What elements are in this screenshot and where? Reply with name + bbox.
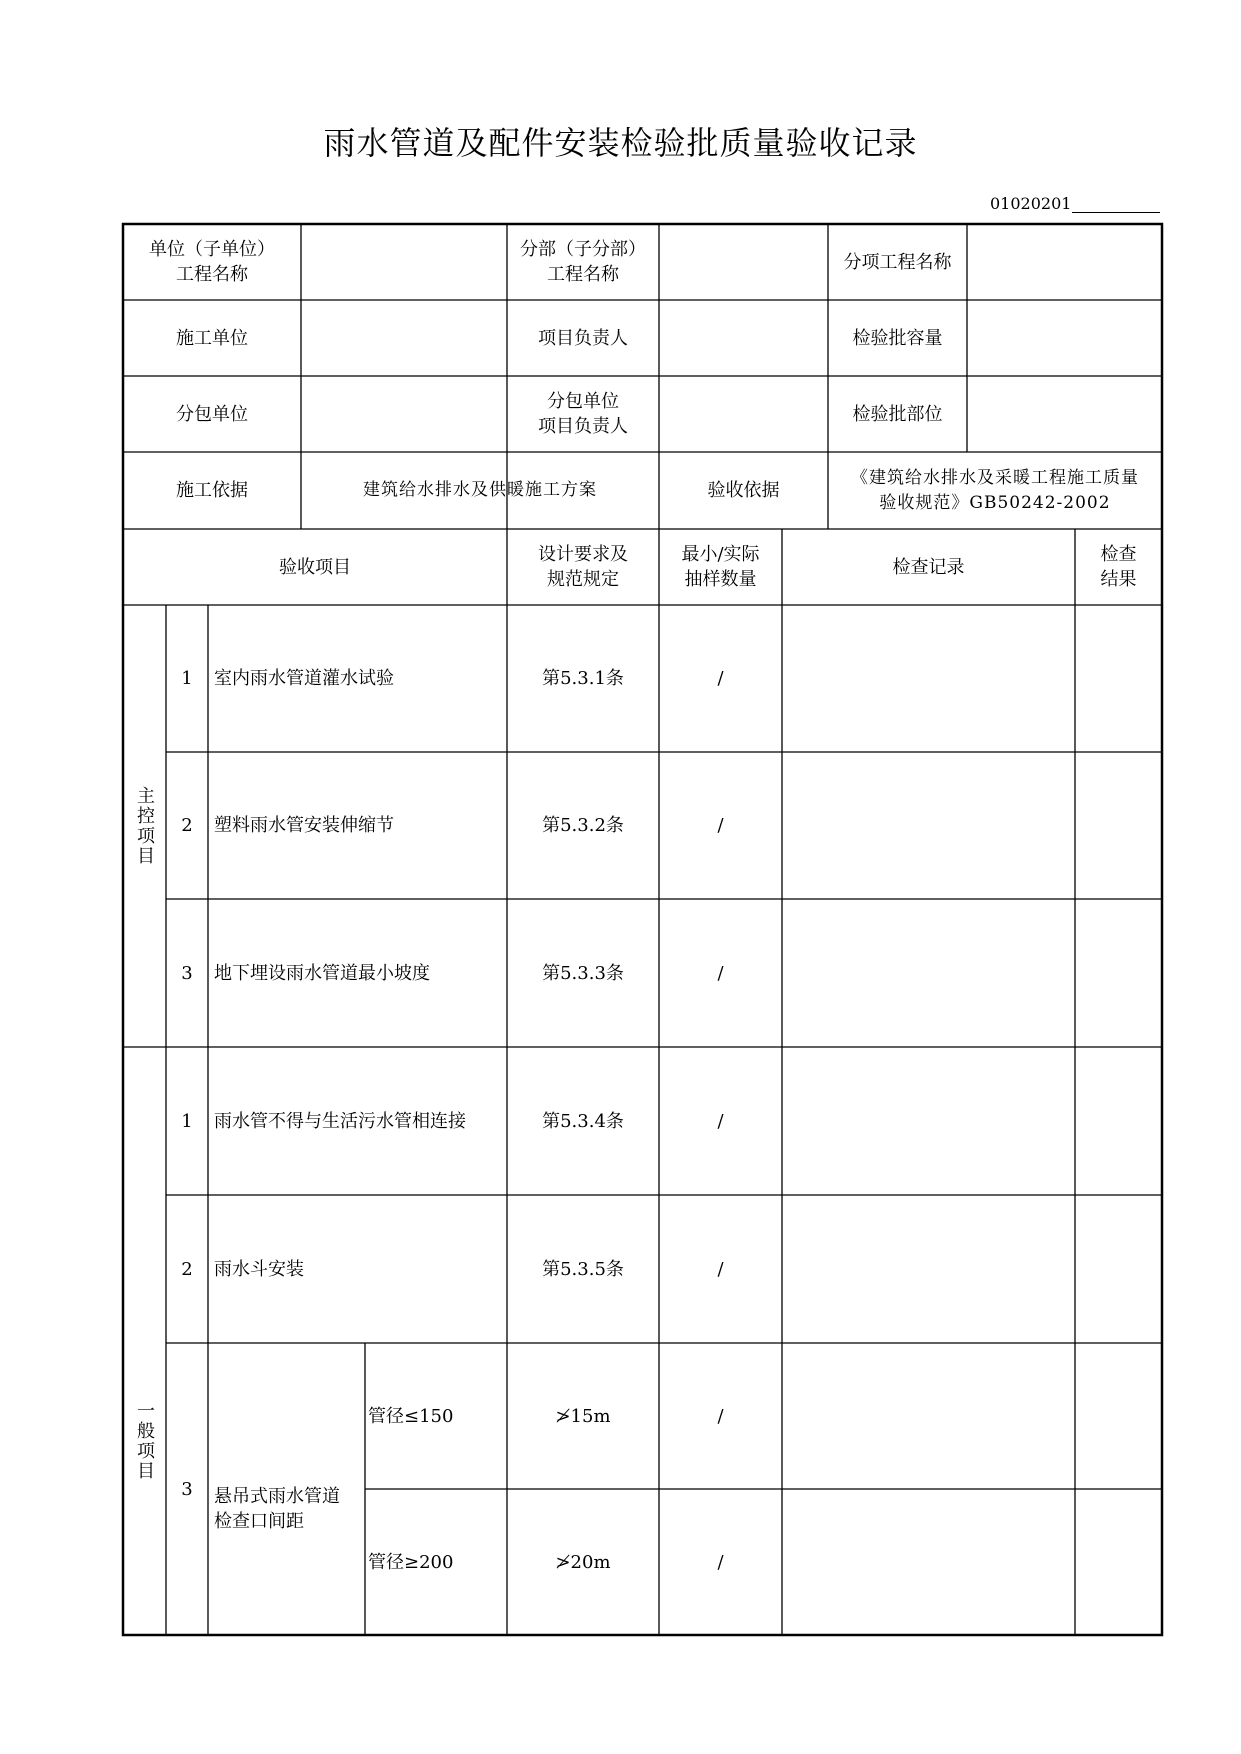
main-item-3-number: 3 <box>181 962 193 984</box>
general-item-3-number: 3 <box>181 1478 193 1500</box>
general-item-1-name: 雨水管不得与生活污水管相连接 <box>214 1110 466 1132</box>
general-item-3-sub-1-name: 管径≤150 <box>368 1405 454 1427</box>
general-item-1-record[interactable] <box>782 1047 1075 1195</box>
construction-basis-value: 建筑给水排水及供暖施工方案 <box>363 480 597 500</box>
column-header-result: 检查 结果 <box>1100 544 1137 590</box>
contractor-input[interactable] <box>301 300 507 376</box>
contractor-label: 施工单位 <box>176 327 248 349</box>
unit-project-label: 单位（子单位） 工程名称 <box>149 239 275 285</box>
general-item-3-name: 悬吊式雨水管道 检查口间距 <box>214 1486 340 1532</box>
batch-location-label: 检验批部位 <box>852 403 943 425</box>
page-title: 雨水管道及配件安装检验批质量验收记录 <box>323 124 918 162</box>
general-item-3-sub-1-sampling[interactable]: / <box>717 1405 724 1427</box>
general-item-2-result[interactable] <box>1075 1195 1162 1343</box>
general-item-1-sampling[interactable]: / <box>717 1110 724 1132</box>
main-item-3-requirement: 第5.3.3条 <box>542 962 624 984</box>
main-item-2-number: 2 <box>181 815 193 836</box>
general-item-3-sub-2-name: 管径≥200 <box>368 1551 454 1573</box>
general-item-3-sub-2-record[interactable] <box>782 1489 1075 1635</box>
main-item-1-sampling[interactable]: / <box>717 668 724 689</box>
general-item-1-number: 1 <box>181 1110 193 1132</box>
general-item-2-sampling[interactable]: / <box>717 1258 724 1280</box>
main-item-3-result[interactable] <box>1075 899 1162 1047</box>
batch-location-input[interactable] <box>967 376 1162 452</box>
main-item-2-result[interactable] <box>1075 752 1162 899</box>
general-item-1-requirement: 第5.3.4条 <box>542 1110 624 1132</box>
main-item-1-result[interactable] <box>1075 605 1162 752</box>
unit-project-input[interactable] <box>301 224 507 300</box>
main-item-2-requirement: 第5.3.2条 <box>542 815 624 836</box>
general-item-2-requirement: 第5.3.5条 <box>542 1258 624 1280</box>
division-project-input[interactable] <box>659 224 828 300</box>
main-item-1-name: 室内雨水管道灌水试验 <box>214 668 394 689</box>
subitem-project-label: 分项工程名称 <box>843 251 952 273</box>
general-item-1-result[interactable] <box>1075 1047 1162 1195</box>
general-item-2-record[interactable] <box>782 1195 1075 1343</box>
main-item-1-number: 1 <box>181 668 193 689</box>
subitem-project-input[interactable] <box>967 224 1162 300</box>
acceptance-basis-label: 验收依据 <box>707 480 780 501</box>
column-header-record: 检查记录 <box>892 556 965 578</box>
main-control-group-label: 主控项目 <box>134 786 155 866</box>
general-item-3-sub-2-requirement: ≯20m <box>555 1551 611 1573</box>
main-item-2-name: 塑料雨水管安装伸缩节 <box>214 815 394 836</box>
subcontractor-input[interactable] <box>301 376 507 452</box>
subcontractor-lead-label: 分包单位 项目负责人 <box>538 391 628 437</box>
general-group-label: 一般项目 <box>134 1401 155 1481</box>
main-item-3-name: 地下埋设雨水管道最小坡度 <box>214 962 430 984</box>
column-header-item: 验收项目 <box>279 556 351 578</box>
main-item-1-record[interactable] <box>782 605 1075 752</box>
main-item-2-sampling[interactable]: / <box>717 815 724 836</box>
subcontractor-lead-input[interactable] <box>659 376 828 452</box>
batch-capacity-label: 检验批容量 <box>852 327 943 349</box>
general-item-3-sub-2-result[interactable] <box>1075 1489 1162 1635</box>
subcontractor-label: 分包单位 <box>176 403 248 425</box>
main-item-2-record[interactable] <box>782 752 1075 899</box>
general-item-3-sub-1-result[interactable] <box>1075 1343 1162 1489</box>
general-item-2-name: 雨水斗安装 <box>214 1258 304 1280</box>
project-lead-input[interactable] <box>659 300 828 376</box>
main-item-1-requirement: 第5.3.1条 <box>542 668 624 689</box>
general-item-2-number: 2 <box>181 1258 193 1280</box>
document-number: 01020201 <box>990 194 1072 213</box>
general-item-3-sub-1-requirement: ≯15m <box>555 1405 611 1427</box>
column-header-sampling: 最小/实际 抽样数量 <box>681 544 760 590</box>
division-project-label: 分部（子分部） 工程名称 <box>520 239 646 285</box>
batch-capacity-input[interactable] <box>967 300 1162 376</box>
column-header-requirement: 设计要求及 规范规定 <box>538 544 628 590</box>
main-item-3-sampling[interactable]: / <box>717 962 724 984</box>
acceptance-basis-value: 《建筑给水排水及采暖工程施工质量 验收规范》GB50242-2002 <box>851 467 1139 513</box>
main-item-3-record[interactable] <box>782 899 1075 1047</box>
general-item-3-sub-2-sampling[interactable]: / <box>717 1551 724 1573</box>
general-item-3-sub-1-record[interactable] <box>782 1343 1075 1489</box>
project-lead-label: 项目负责人 <box>538 327 628 349</box>
construction-basis-label: 施工依据 <box>176 480 248 501</box>
